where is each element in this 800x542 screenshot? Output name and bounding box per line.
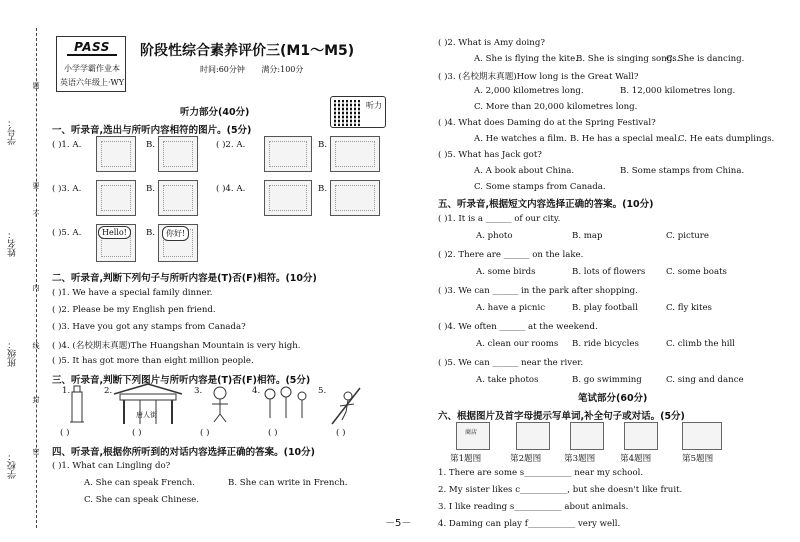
football-picture (624, 422, 658, 450)
q1-2b-label: B. (318, 140, 328, 150)
qr-code-icon[interactable] (334, 100, 360, 126)
picture-4b (330, 180, 380, 216)
climbing-sketch (326, 382, 366, 426)
s5-q3-option-a: A. have a picnic (476, 303, 546, 313)
s4-q5-option-a: A. A book about China. (474, 166, 575, 176)
tf-item: ( )2. Please be my English pen friend. (52, 305, 216, 315)
s4-q1: ( )1. What can Lingling do? (52, 461, 171, 471)
s5-q5: ( )5. We can ______ near the river. (438, 358, 584, 368)
exam-meta (200, 64, 317, 75)
s5-q1-option-a: A. photo (476, 231, 513, 241)
pic-num-2: 2. (104, 386, 113, 396)
cut-mark: 题 (32, 82, 40, 89)
tf-item: ( )4. (名校期末真题)The Huangshan Mountain is very high. (52, 341, 301, 351)
s5-q4-option-c: C. climb the hill (666, 339, 736, 349)
q1-3-label: ( )3. A. (52, 184, 82, 194)
student-id-field: 学号： (8, 118, 18, 145)
s5-q4-option-a: A. clean our rooms (476, 339, 559, 349)
section-2-heading: 二、听录音,判断下列句子与所听内容是(T)否(F)相符。(10分) (52, 273, 317, 284)
pass-logo: PASS (57, 40, 127, 56)
full-score: 满分:100分 (261, 65, 304, 74)
s4-q3: ( )3. (名校期末真题)How long is the Great Wall? (438, 72, 639, 82)
picture-3a (96, 180, 136, 216)
cut-mark: 密 (32, 448, 40, 455)
picture-3b (158, 180, 198, 216)
pic-num-1: 1. (62, 386, 71, 396)
s4-q3-option-b: B. 12,000 kilometres long. (620, 86, 736, 96)
tf-answer-2[interactable]: ( ) (132, 428, 142, 438)
fill-item-3[interactable]: 3. I like reading s___________ about animals. (438, 502, 629, 512)
s5-q3: ( )3. We can ______ in the park after shopping. (438, 286, 638, 296)
section-3-heading: 三、听录音,判断下列图片与所听内容是(T)否(F)相符。(5分) (52, 375, 311, 386)
section-5-heading: 五、听录音,根据短文内容选择正确的答案。(10分) (438, 199, 654, 210)
s5-q1-option-c: C. picture (666, 231, 709, 241)
s4-q5-option-b: B. Some stamps from China. (620, 166, 745, 176)
s4-q5-option-c: C. Some stamps from Canada. (474, 182, 606, 192)
pic-num-3: 3. (194, 386, 203, 396)
s4-q2-option-b: B. She is singing songs. (576, 54, 680, 64)
s5-q3-option-b: B. play football (572, 303, 638, 313)
page-number: －5－ (385, 518, 412, 529)
pic-label-1: 第1题图 (450, 454, 482, 464)
girl-sketch (202, 384, 238, 424)
s4-q1-option-a: A. She can speak French. (84, 478, 195, 488)
s5-q2-option-b: B. lots of flowers (572, 267, 646, 277)
speech-bubble-nihao: 你好! (162, 226, 189, 241)
bicycle-picture (682, 422, 722, 450)
section-1-heading: 一、听录音,选出与所听内容相符的图片。(5分) (52, 125, 252, 136)
brand-series: 小学学霸作业本 (64, 64, 120, 73)
q1-4b-label: B. (318, 184, 328, 194)
s5-q2-option-c: C. some boats (666, 267, 727, 277)
cut-mark: 线 (32, 342, 40, 349)
s4-q4: ( )4. What does Daming do at the Spring Festival? (438, 118, 656, 128)
school-field: 学校： (8, 452, 18, 479)
tf-item: ( )5. It has got more than eight million people. (52, 356, 254, 366)
s4-q1-option-c: C. She can speak Chinese. (84, 495, 199, 505)
s4-q4-option-b: B. He has a special meal. (570, 134, 680, 144)
picture-1a (96, 136, 136, 172)
tf-item: ( )3. Have you got any stamps from Canada? (52, 322, 246, 332)
binding-margin (0, 0, 50, 542)
class-field: 班级： (8, 340, 18, 367)
section-4-heading: 四、听录音,根据你所听到的对话内容选择正确的答案。(10分) (52, 447, 316, 458)
s4-q1-option-b: B. She can write in French. (228, 478, 348, 488)
tf-item: ( )1. We have a special family dinner. (52, 288, 213, 298)
s4-q4-option-a: A. He watches a film. (474, 134, 567, 144)
cut-mark: 封 (32, 396, 40, 403)
writing-heading: 笔试部分(60分) (578, 393, 648, 404)
picture-2b (330, 136, 380, 172)
s4-q2: ( )2. What is Amy doing? (438, 38, 545, 48)
fill-item-1[interactable]: 1. There are some s___________ near my school. (438, 468, 644, 478)
cut-mark: 不 (32, 210, 40, 217)
s5-q5-option-c: C. sing and dance (666, 375, 744, 385)
cut-mark: 要 (32, 182, 40, 189)
speech-bubble-hello: Hello! (98, 226, 131, 239)
tf-answer-1[interactable]: ( ) (60, 428, 70, 438)
qr-box[interactable] (330, 96, 386, 128)
s4-q3-option-a: A. 2,000 kilometres long. (474, 86, 584, 96)
candy-picture (516, 422, 550, 450)
q1-3b-label: B. (146, 184, 156, 194)
pic-label-2: 第2题图 (510, 454, 542, 464)
pic-label-5: 第5题图 (682, 454, 714, 464)
s5-q3-option-c: C. fly kites (666, 303, 712, 313)
picture-2a (264, 136, 312, 172)
brand-grade: 英语六年级上·WY (59, 78, 125, 87)
s5-q1: ( )1. It is a ______ of our city. (438, 214, 561, 224)
q1-1b-label: B. (146, 140, 156, 150)
brand-box (56, 36, 126, 92)
q1-1-label: ( )1. A. (52, 140, 82, 150)
s5-q5-option-a: A. take photos (476, 375, 539, 385)
cut-mark: 内 (32, 284, 40, 291)
qr-label: 听力 (366, 101, 382, 110)
section-6-heading: 六、根据图片及首字母提示写单词,补全句子或对话。(5分) (438, 411, 685, 422)
name-field: 姓名： (8, 230, 18, 257)
page-title: 阶段性综合素养评价三(M1～M5) (140, 43, 355, 59)
pic-label-3: 第3题图 (564, 454, 596, 464)
time-limit: 时间:60分钟 (200, 65, 245, 74)
s4-q5: ( )5. What has Jack got? (438, 150, 542, 160)
s5-q4-option-b: B. ride bicycles (572, 339, 639, 349)
picture-4a (264, 180, 312, 216)
q1-5b-label: B. (146, 228, 156, 238)
s4-q3-option-c: C. More than 20,000 kilometres long. (474, 102, 638, 112)
shop-sign: 商店 (465, 429, 478, 436)
gate-sign: 唐人街 (136, 411, 157, 419)
pic-num-5: 5. (318, 386, 327, 396)
q1-4-label: ( )4. A. (216, 184, 246, 194)
picture-1b (158, 136, 198, 172)
s5-q4: ( )4. We often ______ at the weekend. (438, 322, 598, 332)
family-sketch (258, 384, 314, 424)
q1-5-label: ( )5. A. (52, 228, 82, 238)
fill-item-4[interactable]: 4. Daming can play f___________ very well. (438, 519, 621, 529)
s5-q1-option-b: B. map (572, 231, 603, 241)
shop-picture (456, 422, 490, 450)
listening-heading: 听力部分(40分) (180, 107, 250, 118)
tf-answer-4[interactable]: ( ) (268, 428, 278, 438)
storybook-picture (570, 422, 604, 450)
q1-2-label: ( )2. A. (216, 140, 246, 150)
tf-answer-3[interactable]: ( ) (200, 428, 210, 438)
s4-q4-option-c: C. He eats dumplings. (678, 134, 775, 144)
pic-label-4: 第4题图 (620, 454, 652, 464)
s5-q5-option-b: B. go swimming (572, 375, 642, 385)
fill-item-2[interactable]: 2. My sister likes c___________, but she doesn't like fruit. (438, 485, 683, 495)
s5-q2-option-a: A. some birds (476, 267, 536, 277)
s4-q2-option-a: A. She is flying the kite. (474, 54, 578, 64)
tf-answer-5[interactable]: ( ) (336, 428, 346, 438)
s5-q2: ( )2. There are ______ on the lake. (438, 250, 584, 260)
s4-q2-option-c: C. She is dancing. (666, 54, 745, 64)
tower-sketch (62, 384, 92, 424)
pic-num-4: 4. (252, 386, 261, 396)
